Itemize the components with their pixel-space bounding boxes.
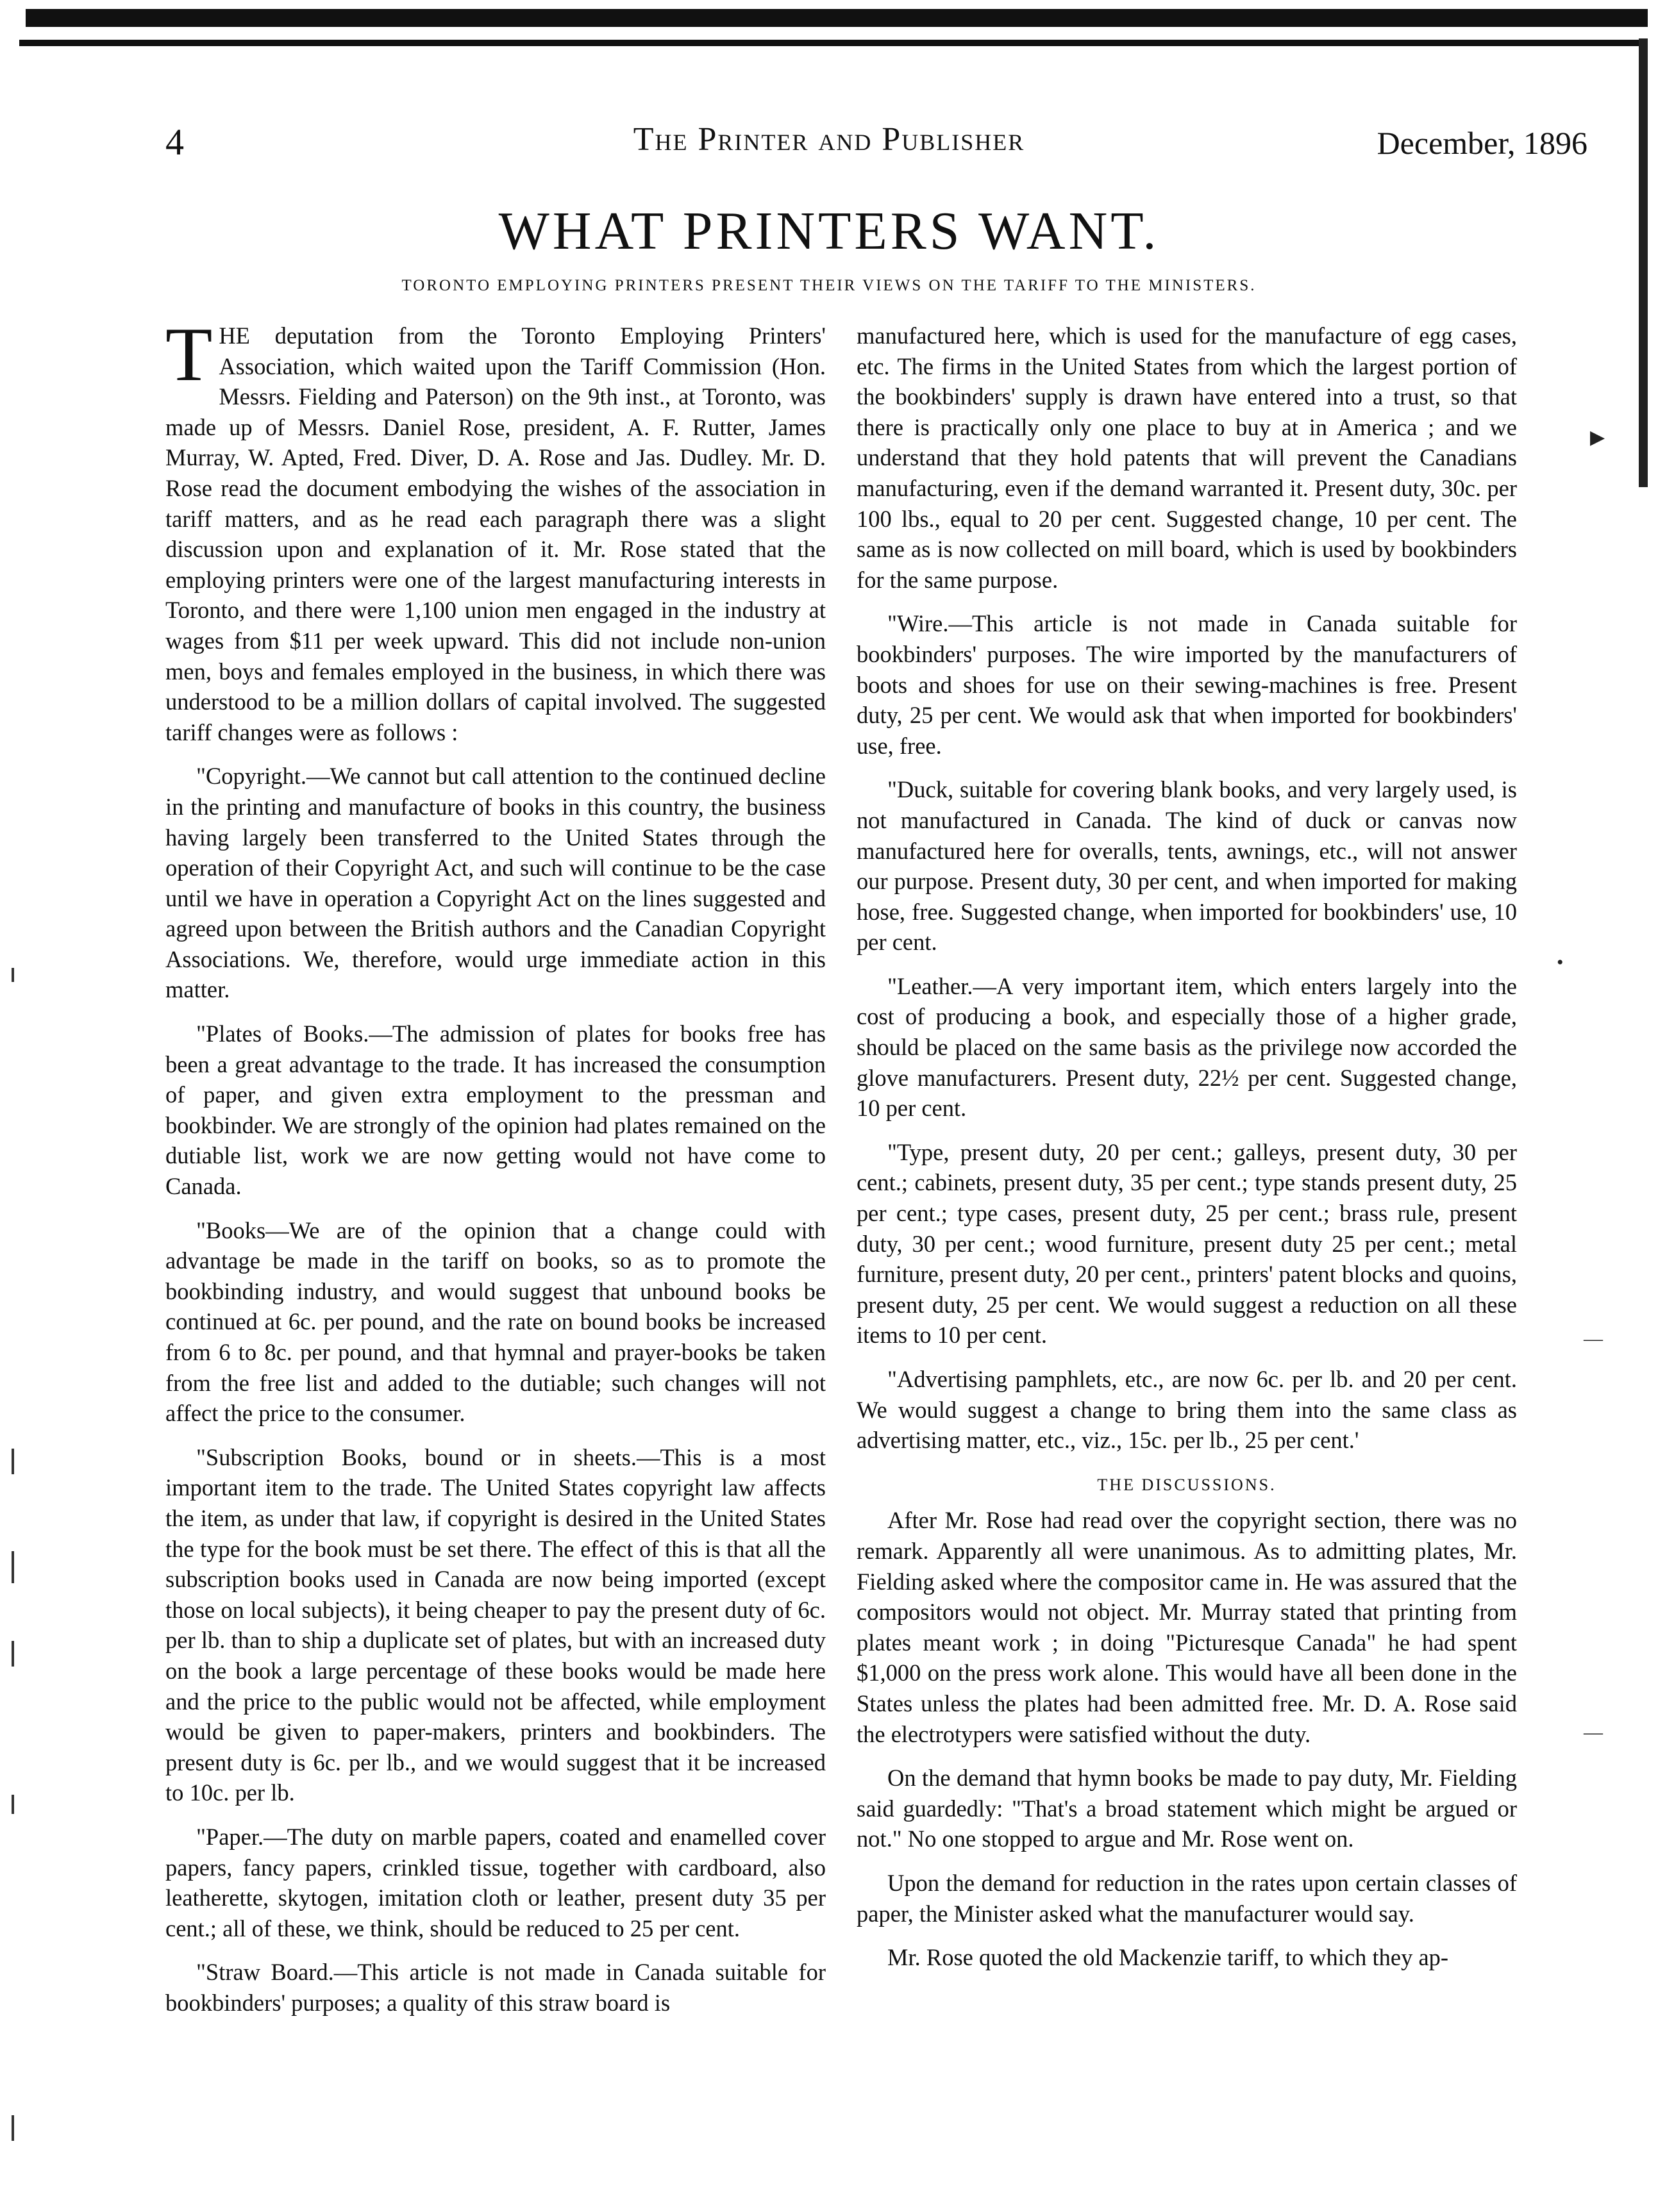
discussions-heading: THE DISCUSSIONS. [1097,1475,1277,1494]
intro-text: HE deputation from the Toronto Employing Printers' Association, which waited upon the Tariff Commission (Hon. Messrs. Fielding and Paterson) on the 9th inst., at Toronto, was made up of Messrs. Daniel Rose, president, A. F. Rutter, James Murray, W. Apted, Fred. Diver, D. A. Rose and Jas. Dudley. Mr. D. Rose read the document embodying the wishes of the association in tariff matters, and as he read each paragraph there was a slight discussion upon and explanation of it. Mr. Rose stated that the employing printers were one of the largest manufacturing interests in Toronto, and there were 1,100 union men engaged in the industry at wages from $11 per week upward. This did not include non-union men, boys and females employed in the business, in which there was understood to be a million dollars of capital involved. The suggested tariff changes were as follows : [165,322,826,745]
subscription-paragraph: "Subscription Books, bound or in sheets.—This is a most important item to the trade. The United States copyright law affects the item, as under that law, if copyright is desired in the United States the type for the book must be set there. The effect of this is that all the subscription books used in Canada are now being imported (except those on local subjects), it being cheaper to pay the present duty of 6c. per lb. than to ship a duplicate set of plates, but with an increased duty on the book a large percentage of these books would be made here and the price to the public would not be affected, while employment would be given to paper-makers, printers and bookbinders. The present duty is 6c. per lb., and we would suggest that it be increased to 10c. per lb. [165,1443,826,1806]
discussion-paragraph-1: After Mr. Rose had read over the copyright section, there was no remark. Apparently all were unanimous. As to admitting plates, Mr. Fielding asked where the compositor came in. He was assured that the compositors would not object. Mr. Murray stated that printing from plates meant work ; in doing "Picturesque Canada" he had spent $1,000 on the press work alone. This would have all been done in the States unless the plates had been admitted free. Mr. D. A. Rose said the electrotypers were satisfied without the duty. [857,1507,1517,1747]
top-rule-thin [19,40,1648,46]
page-number: 4 [165,121,184,163]
left-margin-tick [12,1641,14,1667]
margin-dash-icon: — [1584,1328,1603,1349]
left-margin-tick [12,1795,14,1814]
page-edge-shadow [1639,38,1648,487]
advertising-paragraph: "Advertising pamphlets, etc., are now 6c. per lb. and 20 per cent. We would suggest a change to bring them into the same class as advertising matter, etc., viz., 15c. per lb., 25 per cent.' [857,1366,1517,1454]
books-paragraph: "Books—We are of the opinion that a change could with advantage be made in the tariff on books, so as to promote the bookbinding industry, and would suggest that unbound books be continued at 6c. per pound, and the rate on bound books be increased from 6 to 8c. per pound, and that hymnal and prayer-books be taken from the free list and added to the dutiable; such changes will not affect the price to the consumer. [165,1217,826,1427]
discussion-paragraph-4: Mr. Rose quoted the old Mackenzie tariff, to which they ap- [887,1944,1449,1971]
margin-dash-icon: — [1584,1722,1603,1743]
plates-paragraph: "Plates of Books.—The admission of plates for books free has been a great advantage to the trade. It has increased the consumption of paper, and given extra employment to the pressman and bookbinder. We are strongly of the opinion had plates remained on the dutiable list, work we are now getting would not have come to Canada. [165,1020,826,1200]
left-margin-tick [12,1449,14,1474]
right-column [857,320,1517,1973]
left-margin-tick [12,1551,14,1583]
margin-arrow-icon: ▶ [1590,427,1605,448]
issue-date: December, 1896 [1377,125,1587,161]
type-paragraph: "Type, present duty, 20 per cent.; galleys, present duty, 30 per cent.; cabinets, present duty, 35 per cent.; type stands present duty, 25 per cent.; type cases, present duty, 25 per cent.; brass rule, present duty, 30 per cent.; wood furniture, present duty 25 per cent.; metal furniture, present duty, 20 per cent., printers' patent blocks and quoins, present duty, 25 per cent. We would suggest a reduction on all these items to 10 per cent. [857,1138,1517,1349]
intro-paragraph [165,312,826,747]
duck-paragraph: "Duck, suitable for covering blank books, and very largely used, is not manufactured in Canada. The kind of duck or canvas now manufactured here for overalls, tents, awnings, etc., will not answer our purpose. Present duty, 30 per cent, and when imported for making hose, free. Suggested change, when imported for bookbinders' use, 10 per cent. [857,776,1517,956]
top-rule [26,9,1648,27]
left-margin-tick [12,2115,14,2141]
left-column [165,312,826,2018]
paper-paragraph: "Paper.—The duty on marble papers, coated and enamelled cover papers, fancy papers, crinkled tissue, together with cardboard, also leatherette, skytogen, imitation cloth or leather, present duty 35 per cent.; all of these, we think, should be reduced to 25 per cent. [165,1823,826,1942]
margin-dot-icon: • [1557,952,1564,973]
article-subtitle: TORONTO EMPLOYING PRINTERS PRESENT THEIR VIEWS ON THE TARIFF TO THE MINISTERS. [401,277,1257,294]
running-head: The Printer and Publisher [633,121,1025,158]
straw-board-paragraph: "Straw Board.—This article is not made in Canada suitable for bookbinders' purposes; a quality of this straw board is [165,1959,826,2016]
discussion-paragraph-2: On the demand that hymn books be made to pay duty, Mr. Fielding said guardedly: "That's a broad statement which might be argued or not." No one stopped to argue and Mr. Rose went on. [857,1765,1517,1852]
drop-cap: T [165,312,213,397]
wire-paragraph: "Wire.—This article is not made in Canada suitable for bookbinders' purposes. The wire imported by the manufacturers of boots and shoes for use on their sewing-machines is free. Present duty, 25 per cent. We would ask that when imported for bookbinders' use, free. [857,610,1517,759]
copyright-paragraph: "Copyright.—We cannot but call attention to the continued decline in the printing and manufacture of books in this country, the business having largely been transferred to the United States through the operation of their Copyright Act, and such will continue to be the case until we have in operation a Copyright Act on the lines suggested and agreed upon between the British authors and the Canadian Copyright Associations. We, therefore, would urge immediate action in this matter. [165,763,826,1003]
leather-paragraph: "Leather.—A very important item, which enters largely into the cost of producing a book, and especially those of a higher grade, should be placed on the same basis as the privilege now accorded the glove manufacturers. Present duty, 22½ per cent. Suggested change, 10 per cent. [857,972,1517,1122]
left-margin-tick [12,968,14,982]
straw-board-continued: manufactured here, which is used for the manufacture of egg cases, etc. The firms in the United States from which the largest portion of the bookbinders' supply is drawn have entered into a trust, so that there is practically only one place to buy at in America ; and we understand that they hold patents that will prevent the Canadians manufacturing, even if the demand warranted it. Present duty, 30c. per 100 lbs., equal to 20 per cent. Suggested change, 10 per cent. The same as is now collected on mill board, which is used by bookbinders for the same purpose. [857,322,1517,593]
discussion-paragraph-3: Upon the demand for reduction in the rates upon certain classes of paper, the Minister asked what the manufacturer would say. [857,1869,1517,1927]
article-title: WHAT PRINTERS WANT. [498,201,1160,261]
